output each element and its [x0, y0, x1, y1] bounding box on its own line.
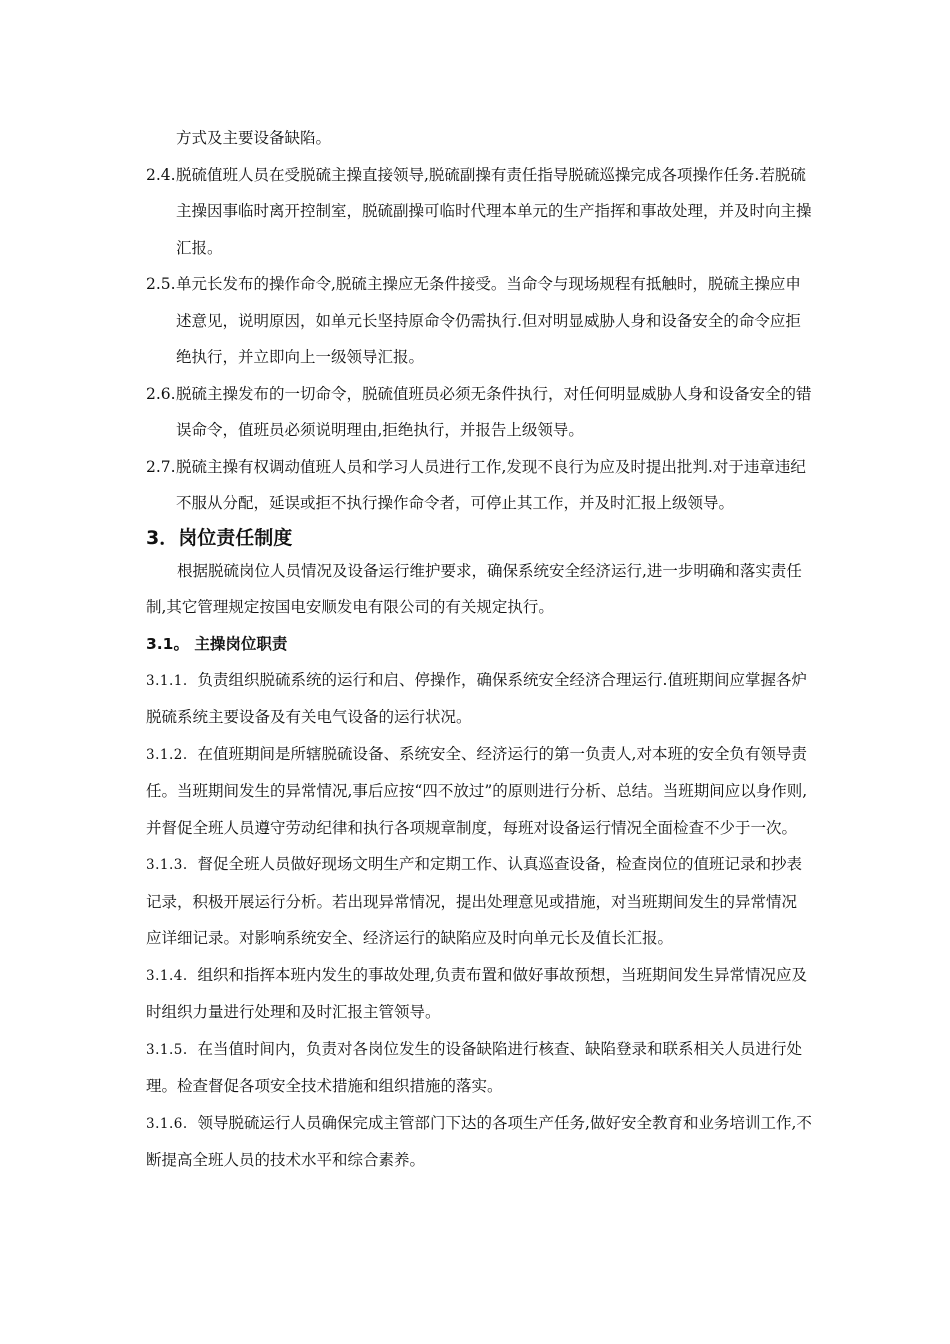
- duty-number: 3.1.5.: [146, 1041, 188, 1058]
- duty-number: 3.1.4.: [146, 967, 188, 984]
- section-intro: 根据脱硫岗位人员情况及设备运行维护要求，确保系统安全经济运行,进一步明确和落实责任制,其它管理规定按国电安顺发电有限公司的有关规定执行。: [146, 561, 802, 616]
- list-item-2-7: [146, 449, 812, 522]
- duty-item-3-1-3: [146, 846, 812, 957]
- list-item-2-6: [146, 376, 812, 449]
- item-number: 2.5.: [146, 275, 176, 293]
- duty-text: 在当值时间内，负责对各岗位发生的设备缺陷进行核查、缺陷登录和联系相关人员进行处理。检查督促各项安全技术措施和组织措施的落实。: [146, 1039, 803, 1095]
- list-item-2-4: [146, 157, 812, 267]
- duty-item-3-1-1: [146, 662, 812, 736]
- duty-text: 领导脱硫运行人员确保完成主管部门下达的各项生产任务,做好安全教育和业务培训工作,不断提高全班人员的技术水平和综合素养。: [146, 1113, 812, 1169]
- duty-number: 3.1.1.: [146, 672, 188, 689]
- item-text: 脱硫主操发布的一切命令，脱硫值班员必须无条件执行，对任何明显威胁人身和设备安全的错误命令，值班员必须说明理由,拒绝执行，并报告上级领导。: [176, 384, 812, 439]
- duty-number: 3.1.3.: [146, 857, 188, 873]
- item-number: 2.4.: [146, 165, 176, 184]
- document-body: [146, 120, 812, 1179]
- item-text: 脱硫主操有权调动值班人员和学习人员进行工作,发现不良行为应及时提出批判.对于违章违纪不服从分配，延误或拒不执行操作命令者，可停止其工作，并及时汇报上级领导。: [176, 457, 806, 512]
- item-number: 2.6.: [146, 384, 176, 403]
- duty-text: 负责组织脱硫系统的运行和启、停操作，确保系统安全经济合理运行.值班期间应掌握各炉脱硫系统主要设备及有关电气设备的运行状况。: [146, 670, 807, 726]
- duty-item-3-1-6: [146, 1105, 812, 1179]
- item-text: 脱硫值班人员在受脱硫主操直接领导,脱硫副操有责任指导脱硫巡操完成各项操作任务.若脱硫主操因事临时离开控制室，脱硫副操可临时代理本单元的生产指挥和事故处理，并及时向主操汇报。: [176, 165, 812, 257]
- duty-text: 在值班期间是所辖脱硫设备、系统安全、经济运行的第一负责人,对本班的安全负有领导责任。当班期间发生的异常情况,事后应按“四不放过”的原则进行分析、总结。当班期间应以身作则,并督促全班人员遵守劳动纪律和执行各项规章制度，每班对设备运行情况全面检查不少于一次。: [146, 744, 808, 837]
- duty-item-3-1-2: [146, 736, 812, 847]
- duty-item-3-1-5: [146, 1031, 812, 1105]
- continued-text: 方式及主要设备缺陷。: [176, 129, 332, 147]
- duty-item-3-1-4: [146, 957, 812, 1031]
- duty-text: 组织和指挥本班内发生的事故处理,负责布置和做好事故预想，当班期间发生异常情况应及时组织力量进行处理和及时汇报主管领导。: [146, 965, 807, 1021]
- duty-number: 3.1.2.: [146, 746, 188, 763]
- duty-number: 3.1.6.: [146, 1115, 188, 1132]
- section-heading: 3．岗位责任制度: [146, 526, 293, 549]
- list-item-2-5: [146, 266, 812, 376]
- item-text: 单元长发布的操作命令,脱硫主操应无条件接受。当命令与现场规程有抵触时，脱硫主操应申述意见，说明原因，如单元长坚持原命令仍需执行.但对明显威胁人身和设备安全的命令应拒绝执行，并立即向上一级领导汇报。: [176, 275, 801, 366]
- duty-text: 督促全班人员做好现场文明生产和定期工作、认真巡查设备，检查岗位的值班记录和抄表记录，积极开展运行分析。若出现异常情况，提出处理意见或措施，对当班期间发生的异常情况应详细记录。对影响系统安全、经济运行的缺陷应及时向单元长及值长汇报。: [146, 855, 803, 947]
- item-number: 2.7.: [146, 457, 176, 476]
- subsection-heading: 3.1。 主操岗位职责: [146, 634, 288, 653]
